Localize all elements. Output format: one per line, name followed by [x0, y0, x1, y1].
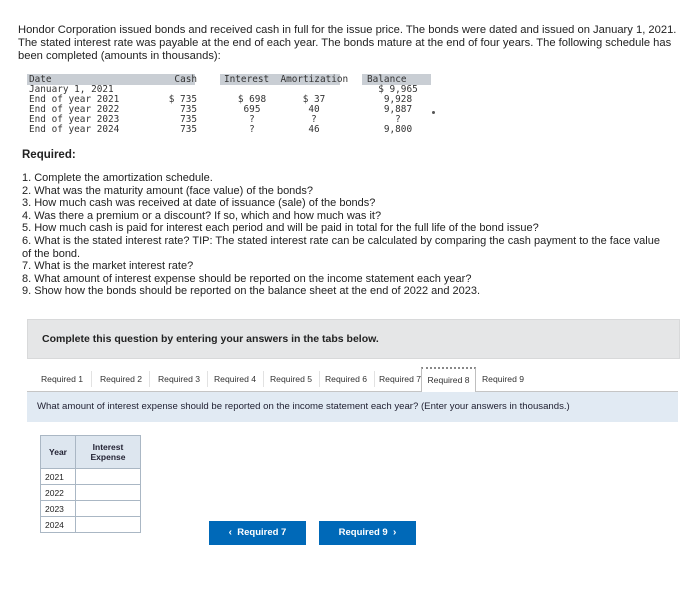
cursor-dot	[432, 111, 435, 114]
schedule-header-interest-amortization: Interest Amortization	[224, 74, 349, 85]
schedule-header-cash: Cash	[174, 74, 197, 85]
instruction-banner	[27, 319, 680, 359]
schedule-interest-cell: 695	[243, 104, 261, 115]
table-row	[41, 501, 141, 517]
tab-required-7[interactable]: Required 7	[378, 374, 422, 384]
requirements-list	[22, 172, 662, 298]
schedule-cash-cell: 735	[180, 114, 197, 125]
next-required-label: Required 9	[338, 527, 388, 538]
tab-required-8[interactable]: Required 8	[421, 367, 476, 393]
requirement-1: 1. Complete the amortization schedule.	[22, 172, 213, 184]
schedule-cash-cell: $ 735	[168, 94, 197, 105]
schedule-date-cell: End of year 2024	[29, 124, 120, 135]
schedule-date-cell: January 1, 2021	[29, 84, 114, 95]
tab-required-4[interactable]: Required 4	[207, 371, 264, 387]
schedule-amortization-cell: $ 37	[302, 94, 326, 105]
tab-required-1[interactable]: Required 1	[33, 371, 92, 387]
table-row	[41, 485, 141, 501]
problem-intro: Hondor Corporation issued bonds and received cash in full for the issue price. The bonds were dated and issued on January 1, 2021. The stated interest rate was payable at the end of each year. The bonds mature at the end of four years. The following schedule has been completed (amounts in thousands):	[18, 24, 677, 62]
schedule-amortization-cell: 40	[308, 104, 320, 115]
col-year-header: Year	[41, 436, 76, 469]
schedule-date-cell: End of year 2022	[29, 104, 120, 115]
requirement-4: 4. Was there a premium or a discount? If so, which and how much was it?	[22, 209, 382, 222]
chevron-left-icon: ‹	[228, 527, 232, 538]
schedule-balance-cell: 9,887	[383, 104, 413, 115]
schedule-interest-cell: ?	[249, 114, 255, 125]
next-required-button[interactable]	[319, 521, 416, 545]
requirement-8: 8. What amount of interest expense should be reported on the income statement each year?	[22, 272, 472, 285]
interest-expense-2022-input[interactable]	[76, 485, 140, 500]
question-text: What amount of interest expense should be reported on the income statement each year? (Enter your answers in thousands.)	[37, 401, 570, 412]
schedule-interest-cell: ?	[249, 124, 255, 135]
year-cell: 2024	[41, 517, 76, 533]
prev-required-label: Required 7	[237, 527, 287, 538]
schedule-amortization-cell: 46	[308, 124, 320, 135]
requirement-5: 5. How much cash is paid for interest each period and will be paid in total for the full life of the bond issue?	[22, 222, 539, 235]
instruction-banner-text: Complete this question by entering your answers in the tabs below.	[42, 333, 379, 345]
chevron-right-icon: ›	[393, 527, 397, 538]
schedule-date-cell: End of year 2021	[29, 94, 120, 105]
interest-expense-2022-cell[interactable]	[76, 485, 141, 501]
requirement-tabs	[27, 367, 678, 392]
requirement-2: 2. What was the maturity amount (face value) of the bonds?	[22, 184, 314, 197]
schedule-balance-cell: ?	[395, 114, 401, 125]
schedule-balance-cell: 9,928	[383, 94, 413, 105]
requirement-6: 6. What is the stated interest rate? TIP: The stated interest rate can be calculated by comparing the cash payment to the face value of the bond.	[22, 234, 660, 260]
schedule-header-balance: Balance	[367, 74, 407, 85]
year-cell: 2022	[41, 485, 76, 501]
year-cell: 2021	[41, 469, 76, 485]
interest-expense-2023-cell[interactable]	[76, 501, 141, 517]
requirement-7: 7. What is the market interest rate?	[22, 260, 194, 273]
required-heading: Required:	[22, 149, 76, 161]
table-row	[41, 469, 141, 485]
schedule-amortization-cell: ?	[311, 114, 317, 125]
schedule-cash-cell: 735	[180, 104, 197, 115]
year-cell: 2023	[41, 501, 76, 517]
interest-expense-2024-input[interactable]	[76, 517, 140, 532]
requirement-3: 3. How much cash was received at date of issuance (sale) of the bonds?	[22, 197, 376, 210]
tab-required-2[interactable]: Required 2	[93, 371, 150, 387]
tab-required-6[interactable]: Required 6	[318, 371, 375, 387]
interest-expense-2023-input[interactable]	[76, 501, 140, 516]
col-interest-expense-header: Interest Expense	[76, 436, 141, 469]
schedule-date-cell: End of year 2023	[29, 114, 120, 125]
interest-expense-2021-input[interactable]	[76, 469, 140, 484]
schedule-cash-cell: 735	[180, 124, 197, 135]
schedule-header-date: Date	[29, 74, 52, 85]
amortization-schedule	[27, 74, 431, 140]
table-row	[41, 517, 141, 533]
requirement-9: 9. Show how the bonds should be reported on the balance sheet at the end of 2022 and 2023.	[22, 285, 481, 298]
tab-required-3[interactable]: Required 3	[151, 371, 208, 387]
question-panel	[27, 392, 678, 422]
schedule-balance-cell: $ 9,965	[378, 84, 418, 95]
prev-required-button[interactable]	[209, 521, 306, 545]
schedule-balance-cell: 9,800	[383, 124, 413, 135]
tab-required-9[interactable]: Required 9	[481, 374, 525, 384]
tab-required-5[interactable]: Required 5	[263, 371, 320, 387]
interest-expense-table	[40, 435, 141, 533]
interest-expense-2021-cell[interactable]	[76, 469, 141, 485]
schedule-interest-cell: $ 698	[237, 94, 267, 105]
interest-expense-2024-cell[interactable]	[76, 517, 141, 533]
